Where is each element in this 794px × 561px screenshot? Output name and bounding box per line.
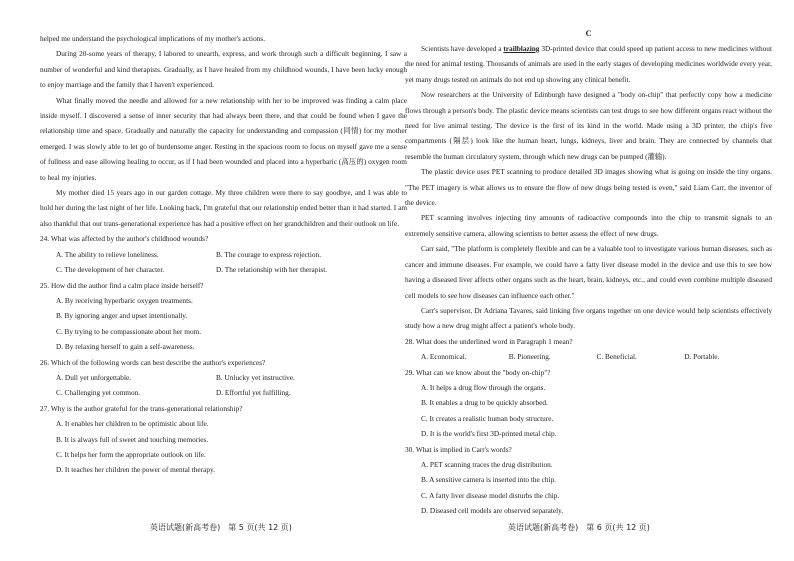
paragraph: My mother died 15 years ago in our garden cottage. My three children were there to say goodbye, and I was able to hold her during the last night of her life. Looking back, I'm grateful that our relationship ended better than it had started. I am also thankful that our trans-generational experience has had a positive effect on her grandchildren and their outlook on life.: [40, 188, 407, 228]
paragraph: What finally moved the needle and allowed for a new relationship with her to be improved was finding a calm place inside myself. I discovered a sense of inner security that had always been there, and that could be found when I gave the relationship time and space. Gradually and naturally the capacity for understanding and compassion (同情) for my mother emerged. I was slowly able to let go of burdensome anger. Resting in the spacious room to focus on myself gave me a sense of fullness and ease allowing healing to occur, as if I had been wounded and placed into a hyperbaric (高压的) oxygen room to heal my injuries.: [40, 95, 407, 182]
option: A. The ability to relieve loneliness.: [56, 249, 159, 259]
option: B. By ignoring anger and upset intentionally.: [56, 311, 188, 321]
question-26: 26. Which of the following words can best describe the author's experiences?: [40, 357, 266, 367]
option: A. PET scanning traces the drug distribution.: [421, 459, 553, 469]
option: C. It helps her form the appropriate outlook on life.: [56, 449, 206, 459]
question-25: 25. How did the author find a calm place inside herself?: [40, 280, 204, 290]
paragraph: The plastic device uses PET scanning to produce detailed 3D images showing what is going on inside the tiny organs. "The PET imagery is what allows us to ensure the flow of new drugs being tested is even," said Liam Carr, the inventor of the device.: [405, 167, 772, 208]
option: B. Unlucky yet instructive.: [216, 372, 295, 382]
question-27: 27. Why is the author grateful for the trans-generational relationship?: [40, 403, 243, 413]
options-row: [40, 262, 407, 277]
options-row: [405, 349, 772, 364]
option: A. It helps a drug flow through the organs.: [421, 382, 546, 392]
option: D. Effortful yet fulfilling.: [216, 388, 291, 398]
underlined-word: trailblazing: [503, 44, 540, 53]
page-footer: 英语试题(新高考卷) 第 6 页(共 12 页): [508, 523, 650, 532]
option: A. Economical.: [421, 352, 467, 362]
left-page: [40, 0, 407, 478]
option: D. It is the world's first 3D-printed metal chip.: [421, 429, 557, 439]
option: B. The courage to express rejection.: [216, 249, 322, 259]
option: D. The relationship with her therapist.: [216, 265, 328, 275]
option: D. It teaches her children the power of mental therapy.: [56, 465, 215, 475]
question-30: 30. What is implied in Carr's words?: [405, 444, 512, 454]
option: C. By trying to be compassionate about her mom.: [56, 326, 202, 336]
section-heading: C: [585, 29, 592, 38]
option: C. Challenging yet common.: [56, 388, 141, 398]
option: D. By relaxing herself to gain a self-awareness.: [56, 342, 195, 352]
paragraph: PET scanning involves injecting tiny amounts of radioactive compounds into the chip to transmit signals to an extremely sensitive camera, allowing scientists to better assess the effect of new drugs.: [405, 213, 772, 238]
question-29: 29. What can we know about the "body on-chip"?: [405, 367, 551, 377]
paragraph: Carr said, "The platform is completely flexible and can be a valuable tool to investigate various human diseases, such as cancer and immune diseases. For example, we could have a fatty liver disease model in the device and use this to see how having a diseased liver affects other organs such as the heart, brain, kidneys, etc., and could even combine multiple diseased cell models to see how diseases can influence each other.": [405, 244, 772, 300]
options-row: [40, 247, 407, 262]
page-footer: 英语试题(新高考卷) 第 5 页(共 12 页): [150, 523, 292, 532]
option: A. Dull yet unforgettable.: [56, 372, 132, 382]
paragraph: Carr's supervisor, Dr Adriana Tavares, said linking five organs together on one device would help scientists effectively study how a new drug might affect a patient's whole body.: [405, 305, 772, 331]
option: B. Pioneering.: [508, 352, 551, 362]
option: C. A fatty liver disease model disturbs the chip.: [421, 490, 560, 500]
option: A. It enables her children to be optimistic about life.: [56, 419, 209, 429]
question-28: 28. What does the underlined word in Paragraph 1 mean?: [405, 336, 573, 346]
option: D. Diseased cell models are observed separately.: [421, 506, 564, 516]
option: B. It enables a drug to be quickly absorbed.: [421, 398, 548, 408]
paragraph: During 20-some years of therapy, I labored to unearth, express, and work through such a difficult beginning. I saw a number of wonderful and kind therapists. Gradually, as I have healed from my childhood wounds, I have been lucky enough to enjoy marriage and the family that I haven't experienced.: [40, 49, 407, 90]
option: B. It is always full of sweet and touching memories.: [56, 434, 209, 444]
question-24: 24. What was affected by the author's childhood wounds?: [40, 234, 209, 244]
option: C. Beneficial.: [596, 352, 637, 362]
right-page: [405, 0, 772, 519]
paragraph: Scientists have developed a trailblazing 3D-printed device that could speed up patient access to new medicines without the need for animal testing. Thousands of animals are used in the early stages of developing medicines worldwide every year, yet many drugs tested on animals do not end up showing any clinical benefit.: [405, 44, 772, 84]
intro-line: helped me understand the psychological implications of my mother's actions.: [40, 34, 266, 43]
option: C. It creates a realistic human body structure.: [421, 413, 554, 423]
option: C. The development of her character.: [56, 265, 165, 275]
option: B. A sensitive camera is inserted into the chip.: [421, 475, 556, 485]
option: D. Portable.: [684, 352, 720, 362]
options-row: [40, 370, 407, 385]
options-row: [40, 385, 407, 400]
option: A. By receiving hyperbaric oxygen treatments.: [56, 295, 193, 305]
paragraph: Now researchers at the University of Edinburgh have designed a "body on-chip" that perfectly copy how a medicine flows through a person's body. The plastic device means scientists can test drugs to see how different organs react without the need for live animal testing. The device is the first of its kind in the world. Made using a 3D printer, the chip's five compartments (隔层) look like the human heart, lungs, kidneys, liver and brain. They are connected by channels that resemble the human circulatory system, through which new drugs can be pumped (灌输).: [405, 90, 772, 161]
